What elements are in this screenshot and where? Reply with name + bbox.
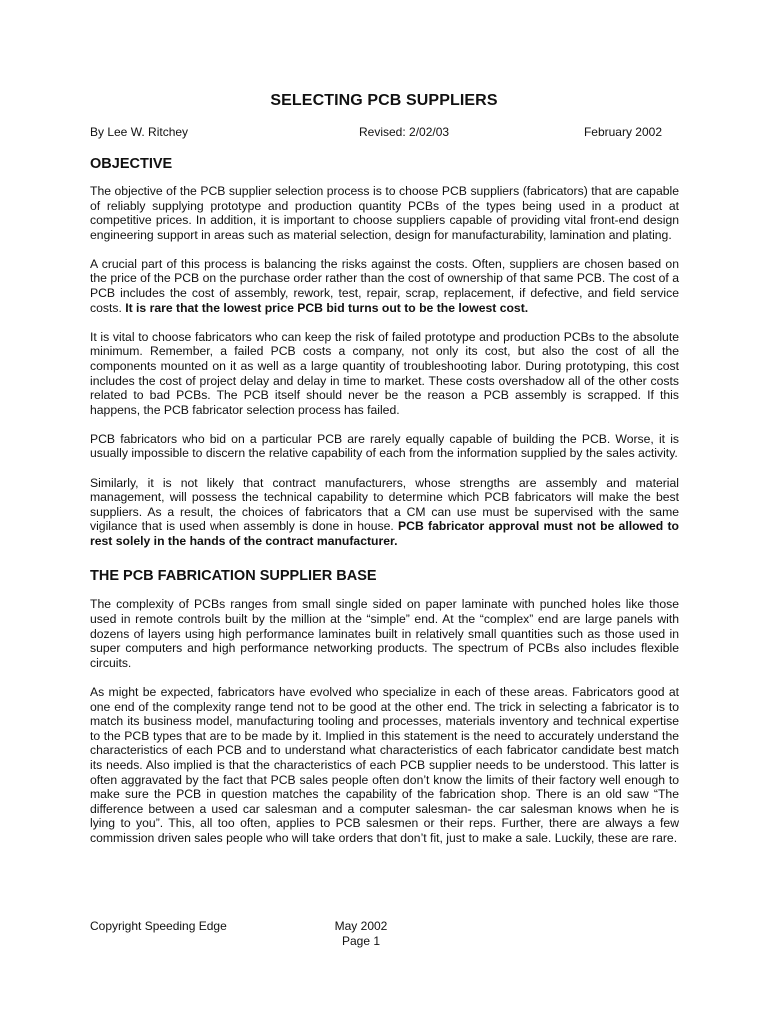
- footer-copyright: Copyright Speeding Edge: [90, 919, 227, 933]
- footer-page-number: Page 1: [341, 933, 381, 948]
- byline-revised: Revised: 2/02/03: [359, 125, 450, 139]
- paragraph-bold-text: It is rare that the lowest price PCB bid turns out to be the lowest cost.: [125, 300, 529, 315]
- section-heading-supplier-base: THE PCB FABRICATION SUPPLIER BASE: [90, 568, 377, 585]
- paragraph: [90, 257, 679, 315]
- paragraph: [90, 685, 679, 846]
- paragraph-text: PCB fabricators who bid on a particular PCB are rarely equally capable of building the PCB. Worse, it is usually impossible to discern the relative capability of each from the information supplied by the sales activity.: [90, 431, 679, 461]
- document-title: SELECTING PCB SUPPLIERS: [270, 92, 498, 109]
- paragraph: [90, 330, 679, 418]
- paragraph-text: As might be expected, fabricators have evolved who specialize in each of these areas. Fabricators good at one end of the complexity range tend not to be good at the other end. The trick in selecting a fabricator is to match its business model, manufacturing tooling and processes, materials inventory and technical expertise to the PCB types that are to be made by it. Implied in this statement is the need to accurately understand the characteristics of each PCB and to understand what characteristics of each fabricator candidate best match its needs. Also implied is that the characteristics of each PCB supplier needs to be understood. This latter is often aggravated by the fact that PCB sales people often don’t know the limits of their factory well enough to make sure the PCB in question matches the capability of the fabrication shop. There is an old saw “The difference between a used car salesman and a computer salesman- the car salesman knows when he is lying to you”. This, all too often, applies to PCB salesmen or their reps. Further, there are always a few commission driven sales people who will take orders that don’t fit, just to make a sale. Luckily, these are rare.: [90, 684, 679, 845]
- footer-center: [330, 919, 392, 948]
- paragraph: [90, 597, 679, 670]
- paragraph: [90, 476, 679, 549]
- paragraph: [90, 184, 679, 242]
- section-heading-objective: OBJECTIVE: [90, 156, 173, 172]
- paragraph-text: It is vital to choose fabricators who can keep the risk of failed prototype and production PCBs to the absolute minimum. Remember, a failed PCB costs a company, not only its cost, but also the cost of all the components mounted on it as well as a large quantity of troubleshooting labor. During prototyping, this cost includes the cost of project delay and delay in time to market. These costs overshadow all of the other costs related to bad PCBs. The PCB itself should never be the reason a PCB assembly is scrapped. If this happens, the PCB fabricator selection process has failed.: [90, 329, 679, 417]
- document-body: [90, 155, 679, 860]
- paragraph-text: Similarly, it is not likely that contract manufacturers, whose strengths are assembly and material management, will possess the technical capability to determine which PCB fabricators will make the best suppliers. As a result, the choices of fabricators that a CM can use must be supervised with the same vigilance that is used when assembly is done in house.: [90, 475, 679, 534]
- paragraph-text: The complexity of PCBs ranges from small single sided on paper laminate with punched holes like those used in remote controls built by the million at the “simple” end. At the “complex” end are large panels with dozens of layers using high performance laminates built in relatively small quantities such as those used in super computers and high performance networking products. The spectrum of PCBs also includes flexible circuits.: [90, 597, 679, 670]
- footer-month: May 2002: [334, 919, 388, 933]
- byline-date: February 2002: [583, 125, 662, 139]
- paragraph-bold-text: PCB fabricator approval must not be allowed to rest solely in the hands of the contract manufacturer.: [90, 519, 679, 548]
- byline-author: By Lee W. Ritchey: [90, 125, 189, 139]
- paragraph-text: A crucial part of this process is balancing the risks against the costs. Often, suppliers are chosen based on the price of the PCB on the purchase order rather than the cost of ownership of that same PCB. The cost of a PCB includes the cost of assembly, rework, test, repair, scrap, replacement, if defective, and field service costs.: [90, 256, 679, 315]
- paragraph-text: The objective of the PCB supplier selection process is to choose PCB suppliers (fabricators) that are capable of reliably supplying prototype and production quantity PCBs of the types being used in a product at competitive prices. In addition, it is important to choose suppliers capable of providing vital front-end design engineering support in areas such as material selection, design for manufacturability, lamination and plating.: [90, 184, 679, 242]
- byline: [90, 125, 662, 141]
- paragraph: [90, 432, 679, 461]
